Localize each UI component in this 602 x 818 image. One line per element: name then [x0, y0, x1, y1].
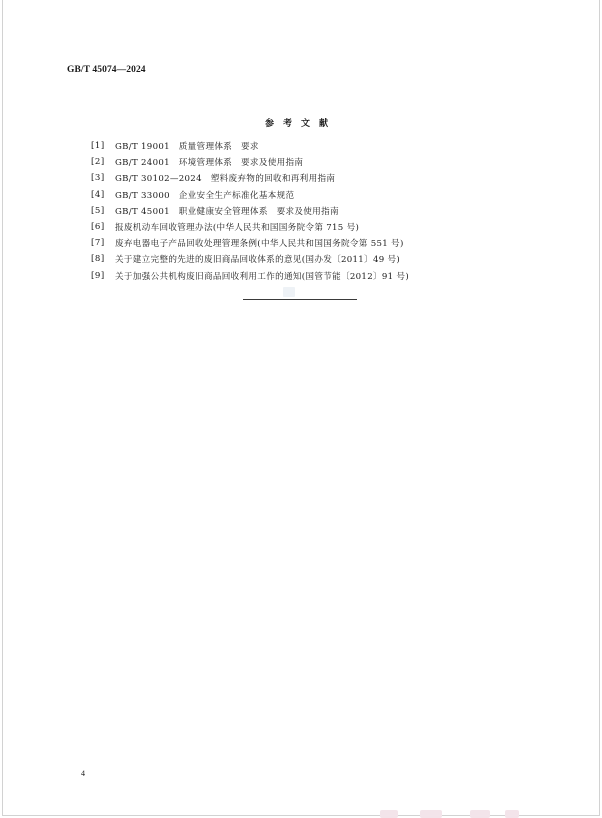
- reference-item-3: [91, 170, 409, 186]
- reference-number: [6]: [91, 222, 105, 233]
- reference-number: [9]: [91, 270, 105, 281]
- bottom-decoration: [505, 810, 519, 818]
- reference-item-6: [91, 219, 409, 235]
- bottom-decoration: [470, 810, 490, 818]
- reference-item-7: [91, 235, 409, 251]
- references-heading: 参考文献: [264, 119, 337, 129]
- reference-item-9: [91, 268, 409, 284]
- reference-list: [91, 138, 409, 284]
- document-page: [2, 0, 600, 816]
- reference-text: 关于建立完整的先进的废旧商品回收体系的意见(国办发〔2011〕49 号): [115, 255, 401, 266]
- reference-text: 关于加强公共机构废旧商品回收利用工作的通知(国管节能〔2012〕91 号): [115, 271, 409, 282]
- bottom-decoration: [380, 810, 398, 818]
- reference-text: GB/T 30102—2024 塑料废弃物的回收和再利用指南: [115, 174, 336, 185]
- reference-number: [5]: [91, 205, 105, 216]
- page-number: 4: [81, 769, 85, 778]
- reference-number: [2]: [91, 157, 105, 168]
- reference-number: [1]: [91, 141, 105, 152]
- reference-item-4: [91, 187, 409, 203]
- reference-text: 报废机动车回收管理办法(中华人民共和国国务院令第 715 号): [115, 223, 360, 234]
- reference-number: [8]: [91, 254, 105, 265]
- reference-item-1: [91, 138, 409, 154]
- standard-number: GB/T 45074—2024: [67, 65, 146, 75]
- reference-text: GB/T 33000 企业安全生产标准化基本规范: [115, 190, 295, 201]
- reference-text: GB/T 45001 职业健康安全管理体系 要求及使用指南: [115, 206, 339, 217]
- reference-item-8: [91, 251, 409, 267]
- reference-text: 废弃电器电子产品回收处理管理条例(中华人民共和国国务院令第 551 号): [115, 239, 404, 250]
- reference-item-2: [91, 154, 409, 170]
- reference-text: GB/T 19001 质量管理体系 要求: [115, 142, 259, 153]
- watermark-mark: [283, 287, 295, 297]
- reference-number: [3]: [91, 173, 105, 184]
- reference-number: [7]: [91, 238, 105, 249]
- reference-text: GB/T 24001 环境管理体系 要求及使用指南: [115, 158, 304, 169]
- end-rule: [243, 299, 357, 300]
- reference-number: [4]: [91, 189, 105, 200]
- reference-item-5: [91, 203, 409, 219]
- bottom-decoration: [420, 810, 442, 818]
